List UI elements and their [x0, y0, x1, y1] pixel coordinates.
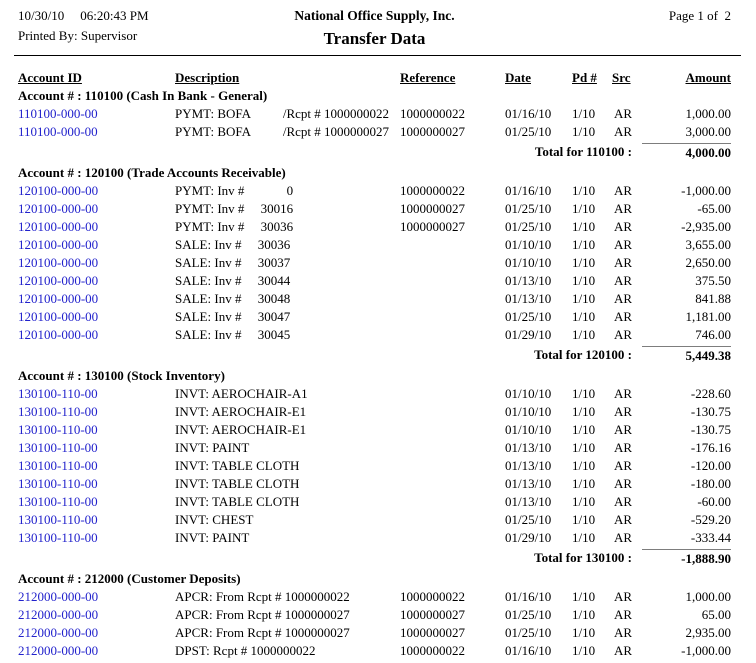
- transaction-row: [18, 254, 731, 272]
- date-cell: 01/16/10: [505, 183, 552, 198]
- period-cell: 1/10: [572, 422, 596, 437]
- amount-cell: 841.88: [695, 291, 731, 306]
- date-cell: 01/10/10: [505, 237, 552, 252]
- date-cell: 01/10/10: [505, 386, 552, 401]
- account-id-link[interactable]: 212000-000-00: [18, 589, 99, 604]
- date-cell: 01/25/10: [505, 309, 552, 324]
- reference-cell: [400, 529, 505, 547]
- period-cell: 1/10: [572, 404, 596, 419]
- transaction-row: [18, 272, 731, 290]
- col-header-pd: Pd #: [572, 70, 597, 85]
- reference-cell: 1000000027: [400, 607, 465, 622]
- account-id-link[interactable]: 212000-000-00: [18, 643, 99, 658]
- amount-cell: -180.00: [690, 476, 731, 491]
- period-cell: 1/10: [572, 106, 596, 121]
- company-name: National Office Supply, Inc.: [294, 8, 455, 23]
- reference-cell: 1000000022: [400, 589, 465, 604]
- reference-cell: 1000000027: [400, 219, 465, 234]
- account-section-heading: Account # : 120100 (Trade Accounts Receivable): [18, 165, 286, 180]
- total-label: Total for 130100 :: [534, 550, 632, 565]
- description-cell: SALE: Inv # 30045: [175, 327, 291, 342]
- description-cell: PYMT: BOFA /Rcpt # 1000000027: [175, 124, 389, 139]
- date-cell: 01/10/10: [505, 422, 552, 437]
- reference-cell: 1000000022: [400, 106, 465, 121]
- description-cell: INVT: AEROCHAIR-A1: [175, 386, 308, 401]
- date-cell: 01/10/10: [505, 255, 552, 270]
- source-cell: AR: [614, 476, 633, 491]
- account-id-link[interactable]: 212000-000-00: [18, 625, 99, 640]
- description-cell: INVT: TABLE CLOTH: [175, 494, 300, 509]
- amount-cell: 746.00: [695, 327, 731, 342]
- amount-cell: 1,000.00: [685, 589, 731, 604]
- amount-cell: 375.50: [695, 273, 731, 288]
- account-id-link[interactable]: 120100-000-00: [18, 273, 99, 288]
- source-cell: AR: [614, 386, 633, 401]
- description-cell: INVT: TABLE CLOTH: [175, 458, 300, 473]
- transaction-row: [18, 606, 731, 624]
- period-cell: 1/10: [572, 589, 596, 604]
- account-id-link[interactable]: 212000-000-00: [18, 607, 99, 622]
- col-header-description: Description: [175, 70, 240, 85]
- reference-cell: [400, 236, 505, 254]
- period-cell: 1/10: [572, 440, 596, 455]
- transaction-row: [18, 326, 731, 344]
- section-total-row: [18, 549, 731, 568]
- transaction-row: [18, 421, 731, 439]
- amount-cell: -65.00: [697, 201, 731, 216]
- description-cell: PYMT: Inv # 0: [175, 183, 294, 198]
- reference-cell: [400, 254, 505, 272]
- description-cell: INVT: CHEST: [175, 512, 254, 527]
- transaction-row: [18, 200, 731, 218]
- period-cell: 1/10: [572, 643, 596, 658]
- amount-cell: 2,935.00: [685, 625, 731, 640]
- report-header: [18, 8, 731, 49]
- transaction-row: [18, 457, 731, 475]
- reference-cell: 1000000027: [400, 625, 465, 640]
- period-cell: 1/10: [572, 625, 596, 640]
- transaction-row: [18, 290, 731, 308]
- date-cell: 01/25/10: [505, 124, 552, 139]
- description-cell: INVT: PAINT: [175, 440, 250, 455]
- total-amount: -1,888.90: [642, 549, 731, 568]
- reference-cell: [400, 385, 505, 403]
- transaction-row: [18, 493, 731, 511]
- period-cell: 1/10: [572, 255, 596, 270]
- amount-cell: 1,181.00: [685, 309, 731, 324]
- source-cell: AR: [614, 458, 633, 473]
- amount-cell: 1,000.00: [685, 106, 731, 121]
- reference-cell: 1000000022: [400, 643, 465, 658]
- date-cell: 01/25/10: [505, 201, 552, 216]
- account-id-link[interactable]: 120100-000-00: [18, 201, 99, 216]
- date-cell: 01/10/10: [505, 404, 552, 419]
- source-cell: AR: [614, 643, 633, 658]
- date-cell: 01/13/10: [505, 273, 552, 288]
- period-cell: 1/10: [572, 309, 596, 324]
- reference-cell: [400, 493, 505, 511]
- period-cell: 1/10: [572, 530, 596, 545]
- reference-cell: [400, 326, 505, 344]
- description-cell: INVT: AEROCHAIR-E1: [175, 422, 307, 437]
- period-cell: 1/10: [572, 124, 596, 139]
- amount-cell: -1,000.00: [681, 643, 731, 658]
- transaction-row: [18, 123, 731, 141]
- period-cell: 1/10: [572, 512, 596, 527]
- source-cell: AR: [614, 512, 633, 527]
- date-cell: 01/25/10: [505, 607, 552, 622]
- account-id-link[interactable]: 130100-110-00: [18, 530, 98, 545]
- account-id-link[interactable]: 120100-000-00: [18, 237, 99, 252]
- report-body: [18, 87, 731, 660]
- report-title: Transfer Data: [323, 29, 426, 48]
- period-cell: 1/10: [572, 494, 596, 509]
- amount-cell: -176.16: [690, 440, 731, 455]
- page-indicator: Page 1 of 2: [668, 8, 731, 23]
- description-cell: INVT: PAINT: [175, 530, 250, 545]
- source-cell: AR: [614, 422, 633, 437]
- amount-cell: -1,000.00: [681, 183, 731, 198]
- account-id-link[interactable]: 130100-110-00: [18, 386, 98, 401]
- source-cell: AR: [614, 183, 633, 198]
- account-id-link[interactable]: 120100-000-00: [18, 219, 99, 234]
- source-cell: AR: [614, 106, 633, 121]
- amount-cell: 3,655.00: [685, 237, 731, 252]
- print-time: 06:20:43 PM: [80, 8, 149, 23]
- account-section-heading: Account # : 212000 (Customer Deposits): [18, 571, 241, 586]
- amount-cell: -130.75: [690, 422, 731, 437]
- source-cell: AR: [614, 219, 633, 234]
- section-total-row: [18, 346, 731, 365]
- reference-cell: 1000000022: [400, 183, 465, 198]
- date-cell: 01/13/10: [505, 291, 552, 306]
- date-cell: 01/13/10: [505, 494, 552, 509]
- description-cell: PYMT: Inv # 30036: [175, 219, 294, 234]
- account-id-link[interactable]: 120100-000-00: [18, 291, 99, 306]
- transaction-row: [18, 475, 731, 493]
- col-header-date: Date: [505, 70, 531, 85]
- account-id-link[interactable]: 130100-110-00: [18, 476, 98, 491]
- col-header-amount: Amount: [685, 70, 731, 85]
- reference-cell: [400, 511, 505, 529]
- reference-cell: [400, 272, 505, 290]
- account-id-link[interactable]: 130100-110-00: [18, 494, 98, 509]
- total-amount: 5,449.38: [642, 346, 731, 365]
- date-cell: 01/29/10: [505, 327, 552, 342]
- description-cell: SALE: Inv # 30037: [175, 255, 291, 270]
- transaction-row: [18, 182, 731, 200]
- header-left: [18, 8, 294, 44]
- source-cell: AR: [614, 291, 633, 306]
- amount-cell: -333.44: [690, 530, 731, 545]
- amount-cell: -130.75: [690, 404, 731, 419]
- source-cell: AR: [614, 124, 633, 139]
- transaction-row: [18, 588, 731, 606]
- date-cell: 01/13/10: [505, 458, 552, 473]
- source-cell: AR: [614, 327, 633, 342]
- period-cell: 1/10: [572, 386, 596, 401]
- total-amount: 4,000.00: [642, 143, 731, 162]
- account-id-link[interactable]: 120100-000-00: [18, 309, 99, 324]
- amount-cell: -228.60: [690, 386, 731, 401]
- source-cell: AR: [614, 530, 633, 545]
- source-cell: AR: [614, 237, 633, 252]
- transaction-row: [18, 385, 731, 403]
- source-cell: AR: [614, 589, 633, 604]
- description-cell: SALE: Inv # 30044: [175, 273, 291, 288]
- description-cell: APCR: From Rcpt # 1000000027: [175, 625, 350, 640]
- description-cell: INVT: TABLE CLOTH: [175, 476, 300, 491]
- period-cell: 1/10: [572, 291, 596, 306]
- account-id-link[interactable]: 130100-110-00: [18, 458, 98, 473]
- section-total-row: [18, 143, 731, 162]
- date-cell: 01/25/10: [505, 512, 552, 527]
- transaction-row: [18, 218, 731, 236]
- description-cell: INVT: AEROCHAIR-E1: [175, 404, 307, 419]
- source-cell: AR: [614, 273, 633, 288]
- reference-cell: 1000000027: [400, 201, 465, 216]
- date-cell: 01/16/10: [505, 643, 552, 658]
- description-cell: APCR: From Rcpt # 1000000022: [175, 589, 350, 604]
- period-cell: 1/10: [572, 219, 596, 234]
- amount-cell: 65.00: [701, 607, 731, 622]
- source-cell: AR: [614, 255, 633, 270]
- period-cell: 1/10: [572, 476, 596, 491]
- description-cell: SALE: Inv # 30047: [175, 309, 291, 324]
- transaction-row: [18, 529, 731, 547]
- account-id-link[interactable]: 120100-000-00: [18, 327, 99, 342]
- reference-cell: [400, 308, 505, 326]
- period-cell: 1/10: [572, 458, 596, 473]
- account-id-link[interactable]: 130100-110-00: [18, 404, 98, 419]
- reference-cell: [400, 475, 505, 493]
- source-cell: AR: [614, 404, 633, 419]
- period-cell: 1/10: [572, 607, 596, 622]
- amount-cell: 3,000.00: [685, 124, 731, 139]
- transaction-row: [18, 624, 731, 642]
- amount-cell: 2,650.00: [685, 255, 731, 270]
- source-cell: AR: [614, 440, 633, 455]
- description-cell: PYMT: Inv # 30016: [175, 201, 294, 216]
- period-cell: 1/10: [572, 273, 596, 288]
- date-cell: 01/16/10: [505, 589, 552, 604]
- transaction-row: [18, 439, 731, 457]
- account-id-link[interactable]: 110100-000-00: [18, 124, 98, 139]
- date-cell: 01/13/10: [505, 476, 552, 491]
- column-header-row: [18, 69, 731, 87]
- col-header-src: Src: [612, 70, 631, 85]
- amount-cell: -60.00: [697, 494, 731, 509]
- account-id-link[interactable]: 110100-000-00: [18, 106, 98, 121]
- account-section-heading: Account # : 110100 (Cash In Bank - General): [18, 88, 268, 103]
- source-cell: AR: [614, 625, 633, 640]
- source-cell: AR: [614, 494, 633, 509]
- reference-cell: [400, 421, 505, 439]
- source-cell: AR: [614, 309, 633, 324]
- col-header-account-id: Account ID: [18, 70, 82, 85]
- reference-cell: [400, 457, 505, 475]
- account-id-link[interactable]: 120100-000-00: [18, 183, 99, 198]
- account-section-heading: Account # : 130100 (Stock Inventory): [18, 368, 225, 383]
- account-id-link[interactable]: 120100-000-00: [18, 255, 99, 270]
- reference-cell: [400, 403, 505, 421]
- description-cell: SALE: Inv # 30036: [175, 237, 291, 252]
- description-cell: PYMT: BOFA /Rcpt # 1000000022: [175, 106, 389, 121]
- date-cell: 01/29/10: [505, 530, 552, 545]
- print-date: 10/30/10: [18, 8, 65, 23]
- amount-cell: -2,935.00: [681, 219, 731, 234]
- transaction-row: [18, 105, 731, 123]
- reference-cell: [400, 290, 505, 308]
- col-header-reference: Reference: [400, 70, 456, 85]
- account-id-link[interactable]: 130100-110-00: [18, 512, 98, 527]
- reference-cell: 1000000027: [400, 124, 465, 139]
- printed-by: Printed By: Supervisor: [18, 28, 138, 43]
- description-cell: SALE: Inv # 30048: [175, 291, 291, 306]
- transaction-row: [18, 642, 731, 660]
- period-cell: 1/10: [572, 327, 596, 342]
- transaction-row: [18, 236, 731, 254]
- source-cell: AR: [614, 607, 633, 622]
- date-cell: 01/25/10: [505, 625, 552, 640]
- account-id-link[interactable]: 130100-110-00: [18, 440, 98, 455]
- date-cell: 01/13/10: [505, 440, 552, 455]
- period-cell: 1/10: [572, 183, 596, 198]
- amount-cell: -120.00: [690, 458, 731, 473]
- header-divider: [14, 55, 741, 56]
- transaction-row: [18, 511, 731, 529]
- description-cell: DPST: Rcpt # 1000000022: [175, 643, 316, 658]
- header-center: [294, 8, 454, 49]
- date-cell: 01/16/10: [505, 106, 552, 121]
- date-cell: 01/25/10: [505, 219, 552, 234]
- period-cell: 1/10: [572, 237, 596, 252]
- total-label: Total for 110100 :: [534, 144, 632, 159]
- amount-cell: -529.20: [690, 512, 731, 527]
- period-cell: 1/10: [572, 201, 596, 216]
- transaction-row: [18, 403, 731, 421]
- reference-cell: [400, 439, 505, 457]
- description-cell: APCR: From Rcpt # 1000000027: [175, 607, 350, 622]
- source-cell: AR: [614, 201, 633, 216]
- transaction-row: [18, 308, 731, 326]
- account-id-link[interactable]: 130100-110-00: [18, 422, 98, 437]
- total-label: Total for 120100 :: [534, 347, 632, 362]
